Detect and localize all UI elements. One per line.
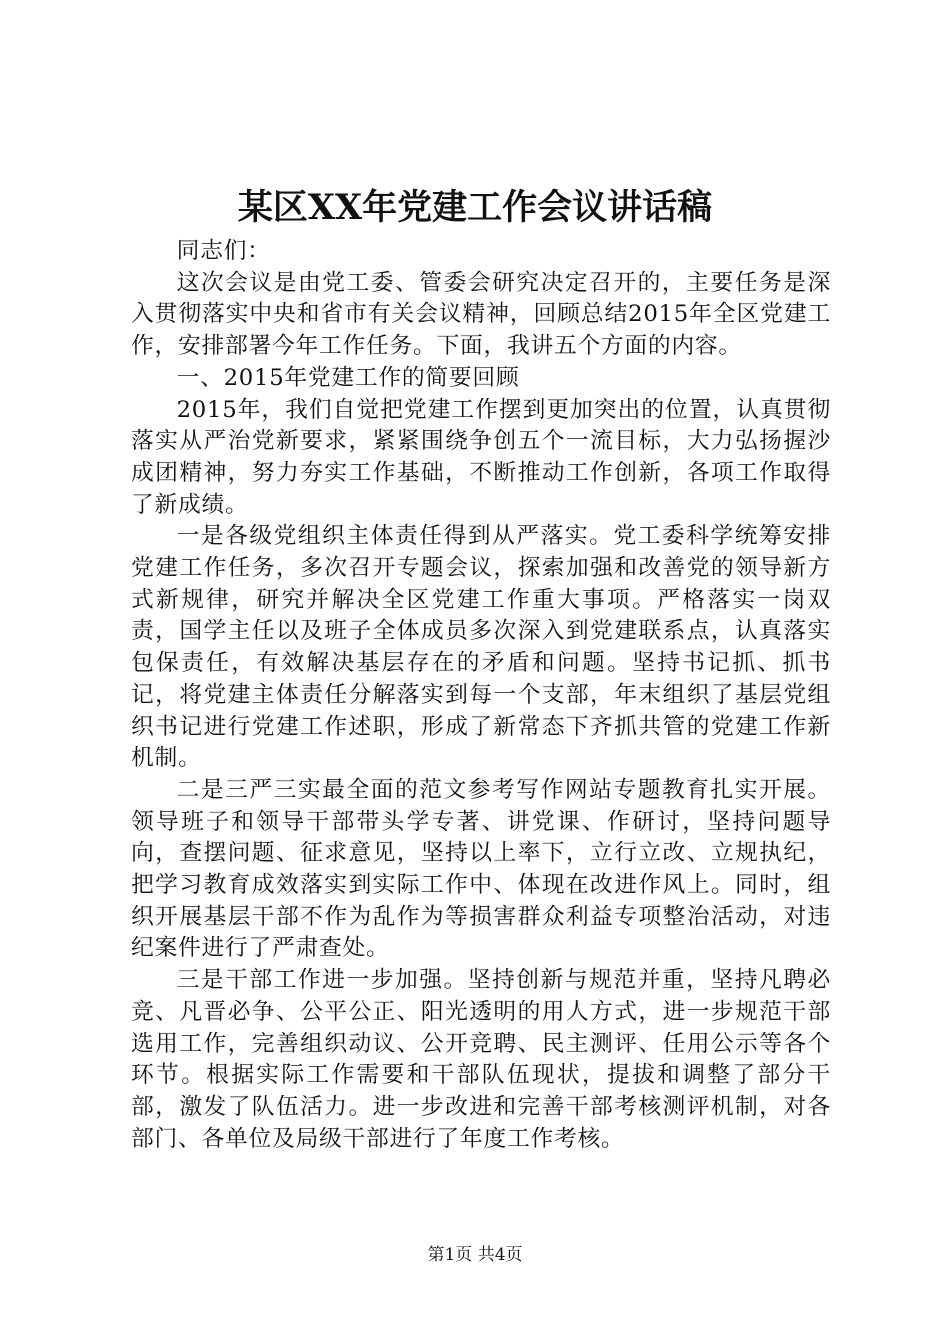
page-number-footer: 第1页 共4页: [427, 1245, 523, 1265]
paragraph-review: 2015年，我们自觉把党建工作摆到更加突出的位置，认真贯彻落实从严治党新要求，紧紧围绕争创五个一流目标，大力弘扬握沙成团精神，努力夯实工作基础，不断推动工作创新，各项工作取得了新成绩。: [131, 396, 831, 518]
paragraph-point-3: 三是干部工作进一步加强。坚持创新与规范并重，坚持凡聘必竞、凡晋必争、公平公正、阳光透明的用人方式，进一步规范干部选用工作，完善组织动议、公开竞聘、民主测评、任用公示等各个环节。根据实际工作需要和干部队伍现状，提拔和调整了部分干部，激发了队伍活力。进一步改进和完善干部考核测评机制，对各部门、各单位及局级干部进行了年度工作考核。: [131, 967, 831, 1152]
document-title: 某区XX年党建工作会议讲话稿: [237, 187, 713, 228]
paragraph-intro: 这次会议是由党工委、管委会研究决定召开的，主要任务是深入贯彻落实中央和省市有关会议精神，回顾总结2015年全区党建工作，安排部署今年工作任务。下面，我讲五个方面的内容。: [131, 269, 831, 360]
section-heading-1: 一、2015年党建工作的简要回顾: [176, 364, 520, 391]
paragraph-point-1: 一是各级党组织主体责任得到从严落实。党工委科学统筹安排党建工作任务，多次召开专题会议，探索加强和改善党的领导新方式新规律，研究并解决全区党建工作重大事项。严格落实一岗双责，国学主任以及班子全体成员多次深入到党建联系点，认真落实包保责任，有效解决基层存在的矛盾和问题。坚持书记抓、抓书记，将党建主体责任分解落实到每一个支部，年末组织了基层党组织书记进行党建工作述职，形成了新常态下齐抓共管的党建工作新机制。: [131, 523, 831, 772]
document-body: [131, 236, 831, 1155]
paragraph-salutation: 同志们：: [176, 238, 271, 264]
paragraph-point-2: 二是三严三实最全面的范文参考写作网站专题教育扎实开展。领导班子和领导干部带头学专著、讲党课、作研讨，坚持问题导向，查摆问题、征求意见，坚持以上率下，立行立改、立规执纪，把学习教育成效落实到实际工作中、体现在改进作风上。同时，组织开展基层干部不作为乱作为等损害群众利益专项整治活动，对违纪案件进行了严肃查处。: [131, 776, 831, 962]
